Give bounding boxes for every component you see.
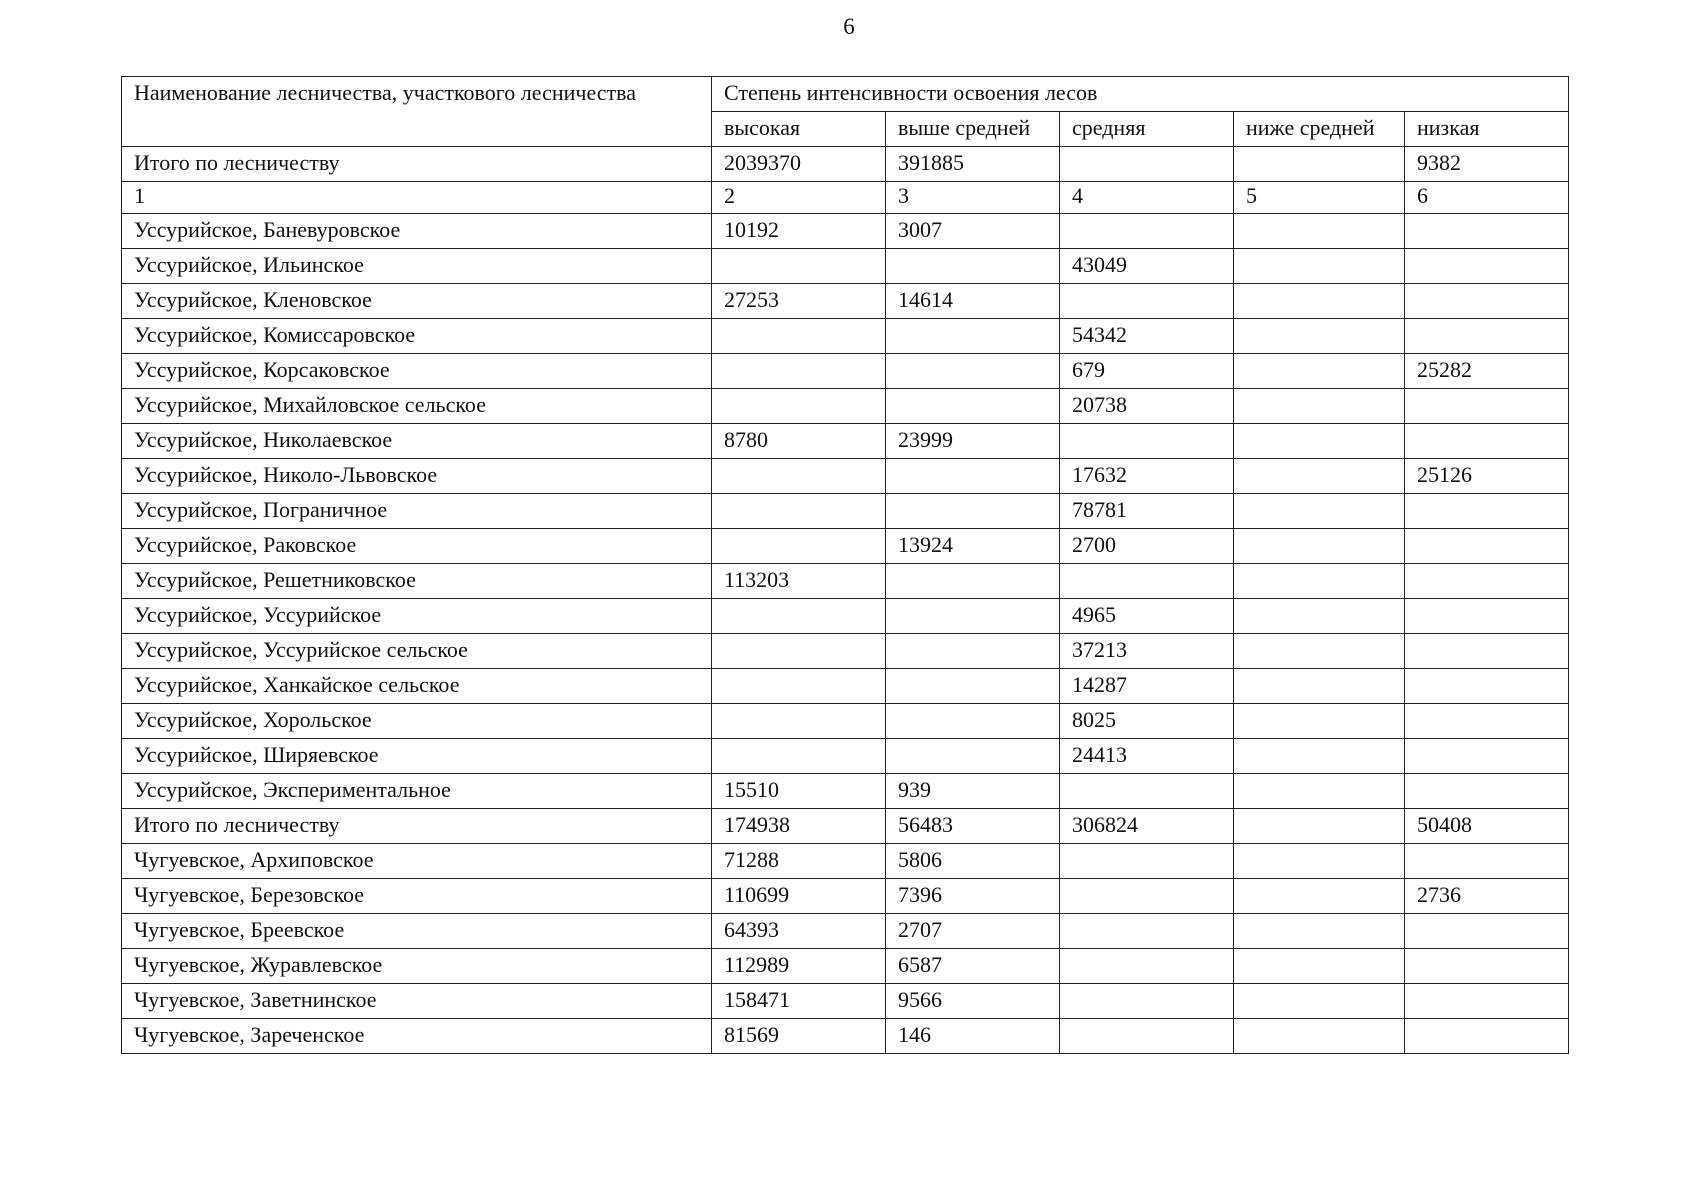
- row-value: [1405, 564, 1569, 599]
- row-value: 2700: [1060, 529, 1234, 564]
- row-value: [1234, 634, 1405, 669]
- column-number-row: [122, 182, 1569, 214]
- row-value: [1234, 844, 1405, 879]
- row-value: [886, 739, 1060, 774]
- row-value: 50408: [1405, 809, 1569, 844]
- row-value: 110699: [712, 879, 886, 914]
- row-value: [1405, 529, 1569, 564]
- row-name: Уссурийское, Комиссаровское: [122, 319, 712, 354]
- table-row: [122, 389, 1569, 424]
- row-value: [1234, 249, 1405, 284]
- row-value: [1405, 389, 1569, 424]
- row-value: 20738: [1060, 389, 1234, 424]
- table-row: [122, 249, 1569, 284]
- row-value: 2707: [886, 914, 1060, 949]
- row-value: [1234, 459, 1405, 494]
- top-total-label: Итого по лесничеству: [122, 147, 712, 182]
- row-value: 56483: [886, 809, 1060, 844]
- row-value: [1060, 949, 1234, 984]
- header-level-above-average: выше средней: [886, 112, 1060, 147]
- table-row: [122, 669, 1569, 704]
- row-value: [1405, 599, 1569, 634]
- row-value: [1234, 1019, 1405, 1054]
- table-row: [122, 459, 1569, 494]
- row-value: 3007: [886, 214, 1060, 249]
- row-name: Уссурийское, Уссурийское: [122, 599, 712, 634]
- table-row: [122, 529, 1569, 564]
- row-value: [1060, 774, 1234, 809]
- row-value: [1234, 284, 1405, 319]
- row-value: [886, 354, 1060, 389]
- row-value: [1405, 704, 1569, 739]
- row-name: Уссурийское, Уссурийское сельское: [122, 634, 712, 669]
- row-value: [1405, 844, 1569, 879]
- table-row: [122, 984, 1569, 1019]
- row-value: [886, 599, 1060, 634]
- row-name: Чугуевское, Архиповское: [122, 844, 712, 879]
- column-number: 5: [1234, 182, 1405, 214]
- row-value: [712, 459, 886, 494]
- row-name: Уссурийское, Пограничное: [122, 494, 712, 529]
- row-value: 4965: [1060, 599, 1234, 634]
- row-value: [712, 354, 886, 389]
- column-number: 2: [712, 182, 886, 214]
- table-row: [122, 809, 1569, 844]
- column-number: 6: [1405, 182, 1569, 214]
- table-row: [122, 1019, 1569, 1054]
- row-value: [1405, 739, 1569, 774]
- row-value: [1405, 319, 1569, 354]
- row-value: [1060, 214, 1234, 249]
- table-body: [122, 77, 1569, 1054]
- row-name: Итого по лесничеству: [122, 809, 712, 844]
- row-value: [1234, 354, 1405, 389]
- top-total-value: 9382: [1405, 147, 1569, 182]
- row-value: [1234, 319, 1405, 354]
- row-value: [712, 494, 886, 529]
- row-value: [1234, 949, 1405, 984]
- row-value: [1405, 249, 1569, 284]
- row-name: Уссурийское, Ханкайское сельское: [122, 669, 712, 704]
- row-value: [1060, 879, 1234, 914]
- row-value: [1405, 984, 1569, 1019]
- table-row: [122, 879, 1569, 914]
- row-value: [712, 634, 886, 669]
- row-value: 37213: [1060, 634, 1234, 669]
- row-value: 64393: [712, 914, 886, 949]
- row-value: 24413: [1060, 739, 1234, 774]
- header-row: [122, 77, 1569, 112]
- table-row: [122, 319, 1569, 354]
- row-value: [886, 704, 1060, 739]
- row-value: 8780: [712, 424, 886, 459]
- row-value: 7396: [886, 879, 1060, 914]
- row-value: 10192: [712, 214, 886, 249]
- row-value: [1234, 774, 1405, 809]
- row-value: [1405, 949, 1569, 984]
- row-name: Чугуевское, Березовское: [122, 879, 712, 914]
- row-value: 14287: [1060, 669, 1234, 704]
- row-value: [1405, 214, 1569, 249]
- row-name: Чугуевское, Журавлевское: [122, 949, 712, 984]
- row-value: 113203: [712, 564, 886, 599]
- header-level-low: низкая: [1405, 112, 1569, 147]
- header-level-high: высокая: [712, 112, 886, 147]
- row-value: [1234, 564, 1405, 599]
- row-name: Чугуевское, Заветнинское: [122, 984, 712, 1019]
- row-value: [712, 739, 886, 774]
- table-row: [122, 634, 1569, 669]
- row-value: 13924: [886, 529, 1060, 564]
- row-value: [1234, 984, 1405, 1019]
- table-row: [122, 284, 1569, 319]
- header-level-below-average: ниже средней: [1234, 112, 1405, 147]
- row-value: 25126: [1405, 459, 1569, 494]
- table-row: [122, 949, 1569, 984]
- row-value: [1405, 914, 1569, 949]
- row-value: 679: [1060, 354, 1234, 389]
- row-value: 2736: [1405, 879, 1569, 914]
- row-value: 6587: [886, 949, 1060, 984]
- row-value: [712, 389, 886, 424]
- row-value: [1060, 914, 1234, 949]
- row-value: 146: [886, 1019, 1060, 1054]
- row-value: [1060, 424, 1234, 459]
- row-name: Чугуевское, Бреевское: [122, 914, 712, 949]
- row-value: [1060, 284, 1234, 319]
- row-value: 17632: [1060, 459, 1234, 494]
- row-value: [1060, 1019, 1234, 1054]
- row-value: 306824: [1060, 809, 1234, 844]
- row-value: [1234, 389, 1405, 424]
- top-total-value: 2039370: [712, 147, 886, 182]
- row-value: 112989: [712, 949, 886, 984]
- row-value: [1060, 844, 1234, 879]
- row-value: [886, 564, 1060, 599]
- table-row: [122, 844, 1569, 879]
- row-name: Уссурийское, Ильинское: [122, 249, 712, 284]
- top-total-row: [122, 147, 1569, 182]
- row-value: 54342: [1060, 319, 1234, 354]
- header-level-average: средняя: [1060, 112, 1234, 147]
- row-value: 174938: [712, 809, 886, 844]
- row-value: [1060, 564, 1234, 599]
- row-name: Чугуевское, Зареченское: [122, 1019, 712, 1054]
- table-row: [122, 214, 1569, 249]
- row-name: Уссурийское, Николо-Львовское: [122, 459, 712, 494]
- row-value: [712, 669, 886, 704]
- row-value: [1234, 669, 1405, 704]
- row-value: 78781: [1060, 494, 1234, 529]
- row-name: Уссурийское, Баневуровское: [122, 214, 712, 249]
- row-value: [1234, 494, 1405, 529]
- row-name: Уссурийское, Раковское: [122, 529, 712, 564]
- row-value: 23999: [886, 424, 1060, 459]
- row-value: [1405, 494, 1569, 529]
- top-total-value: 391885: [886, 147, 1060, 182]
- table-row: [122, 774, 1569, 809]
- row-name: Уссурийское, Хорольское: [122, 704, 712, 739]
- row-value: 43049: [1060, 249, 1234, 284]
- row-value: [712, 249, 886, 284]
- row-value: 939: [886, 774, 1060, 809]
- column-number: 4: [1060, 182, 1234, 214]
- row-value: 25282: [1405, 354, 1569, 389]
- row-name: Уссурийское, Корсаковское: [122, 354, 712, 389]
- table-row: [122, 704, 1569, 739]
- table-row: [122, 739, 1569, 774]
- row-value: 14614: [886, 284, 1060, 319]
- row-value: [886, 319, 1060, 354]
- row-value: [1234, 529, 1405, 564]
- row-value: [1234, 879, 1405, 914]
- column-number: 1: [122, 182, 712, 214]
- row-value: 81569: [712, 1019, 886, 1054]
- table-row: [122, 354, 1569, 389]
- row-name: Уссурийское, Экспериментальное: [122, 774, 712, 809]
- row-value: [1234, 214, 1405, 249]
- row-value: 5806: [886, 844, 1060, 879]
- header-intensity-group: Степень интенсивности освоения лесов: [712, 77, 1569, 112]
- row-value: [886, 389, 1060, 424]
- page-number: 6: [843, 14, 855, 39]
- row-value: 27253: [712, 284, 886, 319]
- table-row: [122, 564, 1569, 599]
- row-name: Уссурийское, Ширяевское: [122, 739, 712, 774]
- row-value: [886, 249, 1060, 284]
- row-value: [1234, 809, 1405, 844]
- row-value: [1234, 739, 1405, 774]
- row-name: Уссурийское, Кленовское: [122, 284, 712, 319]
- row-value: [712, 704, 886, 739]
- column-number: 3: [886, 182, 1060, 214]
- top-total-value: [1234, 147, 1405, 182]
- forestry-intensity-table: [121, 76, 1569, 1054]
- row-value: 9566: [886, 984, 1060, 1019]
- row-value: 158471: [712, 984, 886, 1019]
- row-value: [1405, 634, 1569, 669]
- row-value: [712, 319, 886, 354]
- row-value: [712, 529, 886, 564]
- row-value: [1234, 914, 1405, 949]
- row-value: [1060, 984, 1234, 1019]
- row-name: Уссурийское, Решетниковское: [122, 564, 712, 599]
- row-value: [1405, 669, 1569, 704]
- row-value: 15510: [712, 774, 886, 809]
- row-value: 71288: [712, 844, 886, 879]
- table-row: [122, 494, 1569, 529]
- row-value: [886, 669, 1060, 704]
- row-name: Уссурийское, Николаевское: [122, 424, 712, 459]
- header-name-column: Наименование лесничества, участкового лесничества: [122, 77, 712, 147]
- table-row: [122, 599, 1569, 634]
- top-total-value: [1060, 147, 1234, 182]
- row-value: [886, 459, 1060, 494]
- table-row: [122, 424, 1569, 459]
- row-value: [712, 599, 886, 634]
- row-value: 8025: [1060, 704, 1234, 739]
- row-value: [1405, 284, 1569, 319]
- row-value: [1405, 1019, 1569, 1054]
- row-value: [886, 634, 1060, 669]
- row-value: [1234, 704, 1405, 739]
- row-name: Уссурийское, Михайловское сельское: [122, 389, 712, 424]
- row-value: [1405, 774, 1569, 809]
- table-row: [122, 914, 1569, 949]
- row-value: [886, 494, 1060, 529]
- row-value: [1405, 424, 1569, 459]
- row-value: [1234, 424, 1405, 459]
- row-value: [1234, 599, 1405, 634]
